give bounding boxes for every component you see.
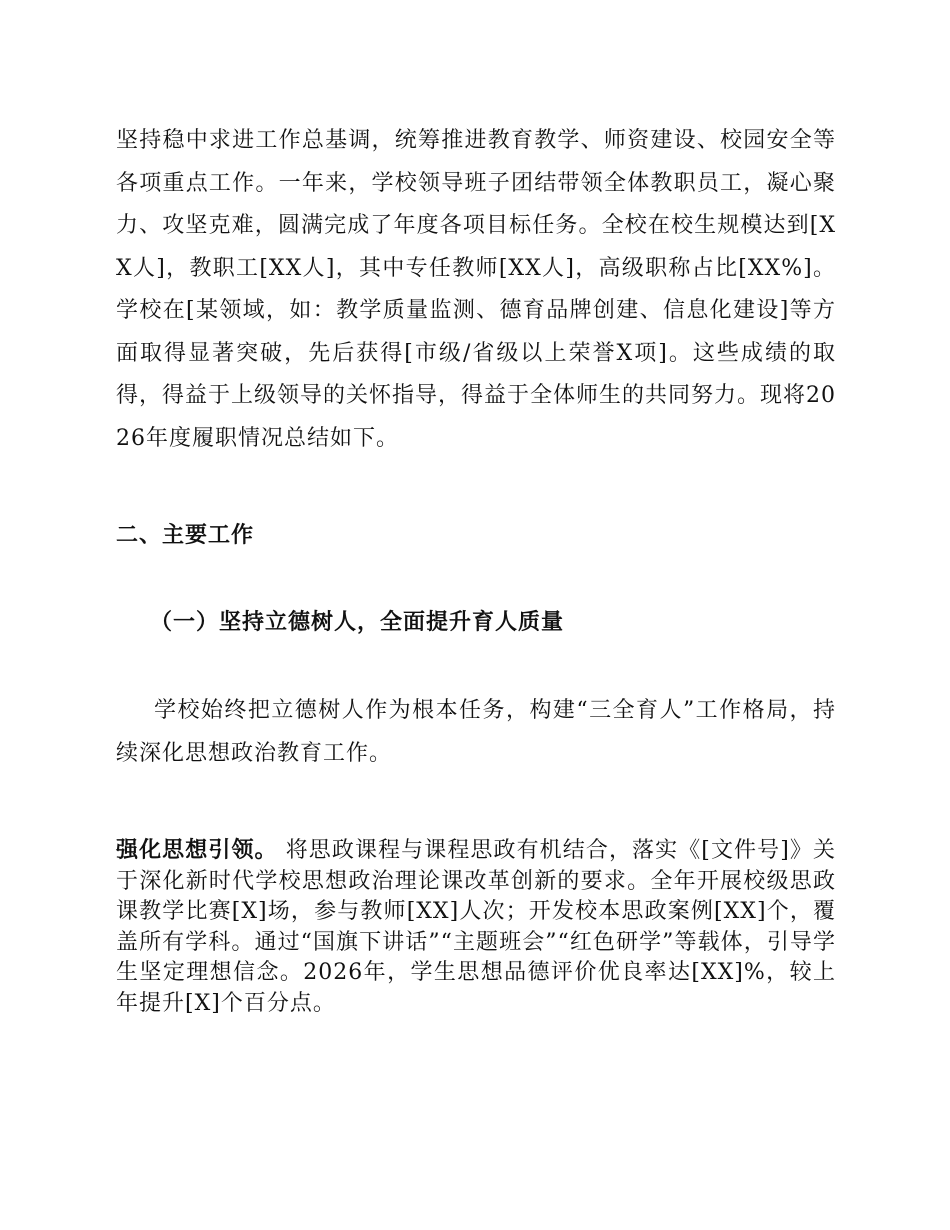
ideology-body: 将思政课程与课程思政有机结合，落实《[文件号]》关于深化新时代学校思想政治理论课改革创新的要求。全年开展校级思政课教学比赛[X]场，参与教师[XX]人次；开发校本思政案例[XX]个，覆盖所有学科。通过“国旗下讲话”“主题班会”“红色研学”等载体，引导学生坚定理想信念。2026年，学生思想品德评价优良率达[XX]%，较上年提升[X]个百分点。 <box>116 838 836 1016</box>
ideology-paragraph <box>116 836 836 1019</box>
mission-paragraph: 学校始终把立德树人作为根本任务，构建“三全育人”工作格局，持续深化思想政治教育工作。 <box>116 698 836 766</box>
ideology-lead: 强化思想引领。 <box>116 838 278 863</box>
intro-paragraph: 坚持稳中求进工作总基调，统筹推进教育教学、师资建设、校园安全等各项重点工作。一年来，学校领导班子团结带领全体教职员工，凝心聚力、攻坚克难，圆满完成了年度各项目标任务。全校在校生规模达到[XX人]，教职工[XX人]，其中专任教师[XX人]，高级职称占比[XX%]。学校在[某领域，如：教学质量监测、德育品牌创建、信息化建设]等方面取得显著突破，先后获得[市级/省级以上荣誉X项]。这些成绩的取得，得益于上级领导的关怀指导，得益于全体师生的共同努力。现将2026年度履职情况总结如下。 <box>116 128 836 451</box>
subsection-heading: （一）坚持立德树人，全面提升育人质量 <box>150 610 565 635</box>
section-heading: 二、主要工作 <box>116 523 255 548</box>
